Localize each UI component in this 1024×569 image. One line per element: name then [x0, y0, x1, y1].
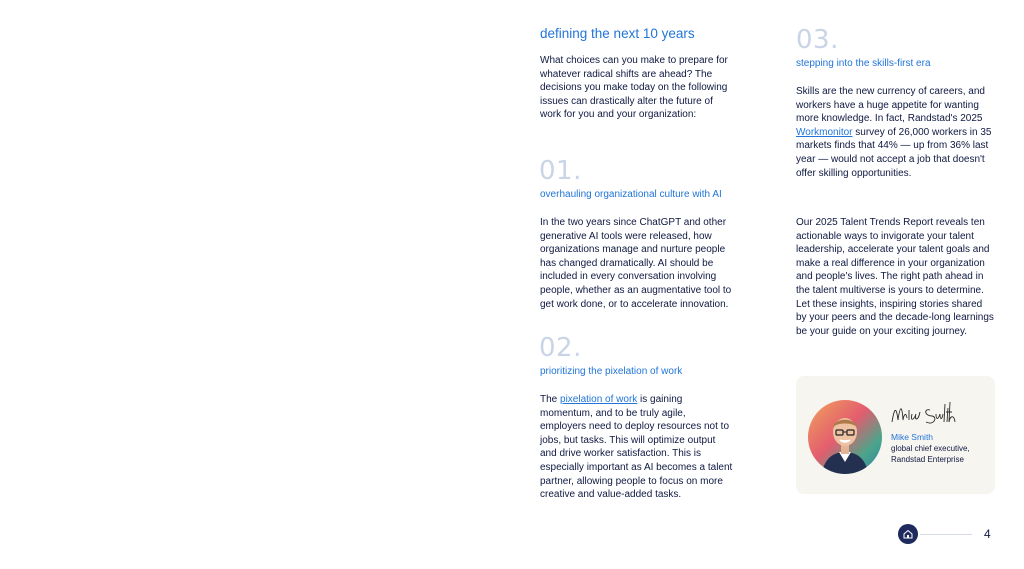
signatory-card	[796, 376, 995, 494]
section-body-03	[796, 85, 992, 180]
closing-body: Our 2025 Talent Trends Report reveals ten actionable ways to invigorate your talent leadership, accelerate your talent goals and make a real difference in your organization and people's lives. The right path ahead in the talent multiverse is yours to determine. Let these insights, inspiring stories shared by your peers and the decade-long learnings be your guide on your exciting journey.	[796, 217, 994, 337]
section-body-03-text-cont: survey of 26,000 workers in 35 markets finds that 44% — up from 36% last year — would not accept a job that doesn't offer skilling opportunities.	[796, 126, 992, 179]
workmonitor-link[interactable]: Workmonitor	[796, 126, 853, 138]
intro-body: What choices can you make to prepare for whatever radical shifts are ahead? The decisions you make today on the following issues can drastically alter the future of work for you and your organization:	[540, 55, 728, 121]
section-subtitle-02: prioritizing the pixelation of work	[540, 366, 683, 377]
section-number-02: 02.	[539, 333, 582, 363]
page-number: 4	[984, 527, 991, 541]
avatar	[808, 400, 882, 474]
home-button[interactable]	[898, 524, 918, 544]
signature-icon	[890, 398, 960, 430]
signatory-name: Mike Smith	[891, 432, 934, 442]
section-body-01: In the two years since ChatGPT and other generative AI tools were released, how organizations manage and nurture people has changed dramatically. AI should be included in every conversation involving people, whether as an augmentative tool to get work done, or to accelerate innovation.	[540, 217, 732, 310]
section-body-02	[540, 393, 734, 502]
footer-divider	[920, 534, 972, 535]
section-body-02-text: The	[540, 394, 561, 405]
section-body-02-text-cont: is gaining momentum, and to be truly agile, employers need to deploy resources not to jobs, but tasks. This will optimize output and drive worker satisfaction. This is especially important as AI becomes a talent partner, allowing people to focus on more creative and value-added tasks.	[540, 394, 733, 501]
home-icon	[902, 528, 914, 540]
section-subtitle-01: overhauling organizational culture with AI	[540, 189, 722, 200]
pixelation-of-work-link[interactable]: pixelation of work	[560, 394, 638, 405]
section-number-01: 01.	[539, 156, 582, 186]
section-subtitle-03: stepping into the skills-first era	[796, 58, 931, 69]
intro-title: defining the next 10 years	[540, 26, 695, 41]
section-body-03-text: Skills are the new currency of careers, and workers have a huge appetite for wanting more knowledge. In fact, Randstad's 2025	[796, 86, 985, 125]
section-number-03: 03.	[796, 25, 839, 55]
signatory-title: global chief executive, Randstad Enterprise	[891, 444, 970, 464]
